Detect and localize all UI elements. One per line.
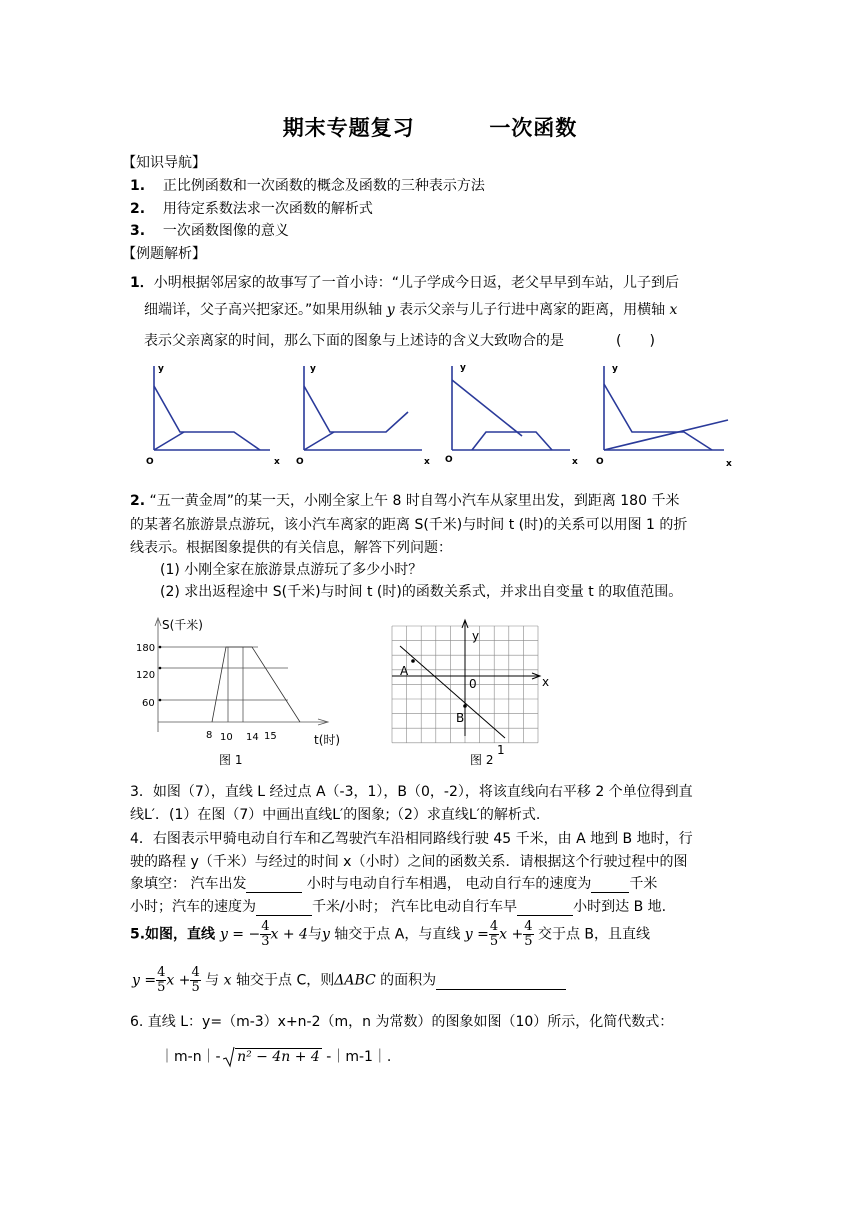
q1-line2: 细端详，父子高兴把家还。”如果用纵轴 y 表示父亲与儿子行进中离家的距离，用横轴 x [144, 302, 678, 318]
q2-sub2: (2) 求出返程途中 S(千米)与时间 t (时)的函数关系式，并求出自变量 t 的取值范围。 [160, 584, 683, 600]
fig1-ytick-60: 60 [142, 698, 155, 709]
fig1-ytick-120: 120 [136, 670, 156, 681]
q1-graph-c-o: O [445, 455, 453, 465]
fig2-point-b: B [456, 711, 465, 725]
q6-line1: 6. 直线 L：y=（m-3）x+n-2（m，n 为常数）的图象如图（10）所示，化简代数式： [130, 1014, 674, 1030]
q4-blank-3[interactable] [256, 899, 312, 916]
figure-1 [128, 612, 360, 772]
q4-blank-1[interactable] [246, 876, 302, 893]
q1-graph-a-y: y [158, 364, 164, 374]
q1-line1: 1．小明根据邻居家的故事写了一首小诗：“儿子学成今日返，老父早早到车站，儿子到后 [130, 275, 680, 291]
q6-radicand: n² − 4n + 4 [237, 1049, 320, 1065]
fig1-xtick-10: 10 [220, 732, 233, 743]
fig1-xtick-14: 14 [246, 732, 259, 743]
q1-line3: 表示父亲离家的时间，那么下面的图象与上述诗的含义大致吻合的是 ( ) [144, 333, 655, 349]
q5-line1: 5.如图，直线 y = − $\frac{4}{3}$ x + 4与y 轴交于点 A，与直线 y = $\frac{4}{5}$ x + $\frac{4}{5}$ 交于点 B，且直线 [130, 919, 651, 949]
q1-graph-a-x: x [274, 457, 280, 467]
fig2-ylabel: y [472, 629, 480, 643]
q3-line1: 3．如图（7），直线 L 经过点 A（-3，1），B（0，-2），将该直线向右平移 2 个单位得到直 [130, 784, 693, 800]
q2-line1: 2. “五一黄金周”的某一天，小刚全家上午 8 时自驾小汽车从家里出发，到距离 180 千米 [130, 493, 680, 509]
q2-sub1: (1) 小刚全家在旅游景点游玩了多少小时？ [160, 562, 423, 578]
q1-graph-c-y: y [460, 363, 466, 373]
q5-line2: y = $\frac{4}{5}$ x + $\frac{4}{5}$ 与 x 轴交于点 C，则ΔABC 的面积为 [132, 966, 566, 995]
nav-item-3: 3. 一次函数图像的意义 [130, 223, 289, 239]
nav-item-2: 2. 用待定系数法求一次函数的解析式 [130, 201, 373, 217]
q1-graph-b [304, 366, 422, 450]
nav-item-1: 1. 正比例函数和一次函数的概念及函数的三种表示方法 [130, 178, 485, 194]
q1-graph-d-y: y [612, 364, 618, 374]
q1-graph-b-x: x [424, 457, 430, 467]
q4-line2: 驶的路程 y（千米）与经过的时间 x（小时）之间的函数关系．请根据这个行驶过程中的图 [130, 854, 688, 870]
fig1-xtick-15: 15 [264, 731, 277, 742]
examples-header: 【例题解析】 [122, 246, 206, 262]
q1-graph-d-x: x [726, 459, 732, 469]
page-title [0, 112, 860, 142]
q1-graph-b-y: y [310, 364, 316, 374]
q4-blank-4[interactable] [517, 899, 573, 916]
title-main: 期末专题复习 [282, 116, 415, 140]
q1-graph-options [138, 358, 738, 470]
sqrt-sign-icon [223, 1046, 235, 1068]
q1-graph-d-o: O [596, 457, 604, 467]
q2-line3: 线表示。根据图象提供的有关信息，解答下列问题： [130, 540, 452, 556]
q2-line2: 的某著名旅游景点游玩，该小汽车离家的距离 S(千米)与时间 t (时)的关系可以用图 1 的折 [130, 517, 688, 533]
nav-header: 【知识导航】 [122, 155, 206, 171]
q1-graph-d [604, 366, 728, 450]
q1-graph-c-x: x [572, 457, 578, 467]
q1-graph-c [452, 366, 570, 450]
q3-line2: 线L′．(1）在图（7）中画出直线L′的图象;（2）求直线L′的解析式. [130, 807, 541, 823]
q4-line1: 4．右图表示甲骑电动自行车和乙驾驶汽车沿相同路线行驶 45 千米，由 A 地到 B 地时，行 [130, 831, 693, 847]
fig2-point-a: A [400, 664, 409, 678]
q6-expression: ｜m-n｜- n² − 4n + 4 -｜m-1｜. [160, 1046, 391, 1066]
q1-graph-a [154, 366, 270, 450]
fig1-xlabel: t(时) [314, 733, 341, 747]
fig2-origin: 0 [469, 677, 477, 691]
title-sub: 一次函数 [489, 116, 578, 140]
fig2-xlabel: x [542, 675, 550, 689]
fig1-caption: 图 1 [219, 753, 243, 767]
fig1-ytick-180: 180 [136, 643, 156, 654]
q4-line4: 小时；汽车的速度为 千米/小时； 汽车比电动自行车早 小时到达 B 地. [130, 899, 667, 915]
figure-2 [380, 616, 570, 772]
q1-graph-a-o: O [146, 457, 154, 467]
q5-answer-blank[interactable] [436, 973, 566, 990]
fig2-caption: 图 2 [470, 753, 494, 767]
fig1-ylabel: S(千米) [162, 618, 203, 632]
q4-blank-2[interactable] [591, 876, 629, 893]
q4-line3: 象填空： 汽车出发 小时与电动自行车相遇， 电动自行车的速度为 千米 [130, 876, 658, 892]
fig1-xtick-8: 8 [206, 730, 213, 741]
q1-graph-b-o: O [296, 457, 304, 467]
page-number: 1 [497, 743, 505, 757]
